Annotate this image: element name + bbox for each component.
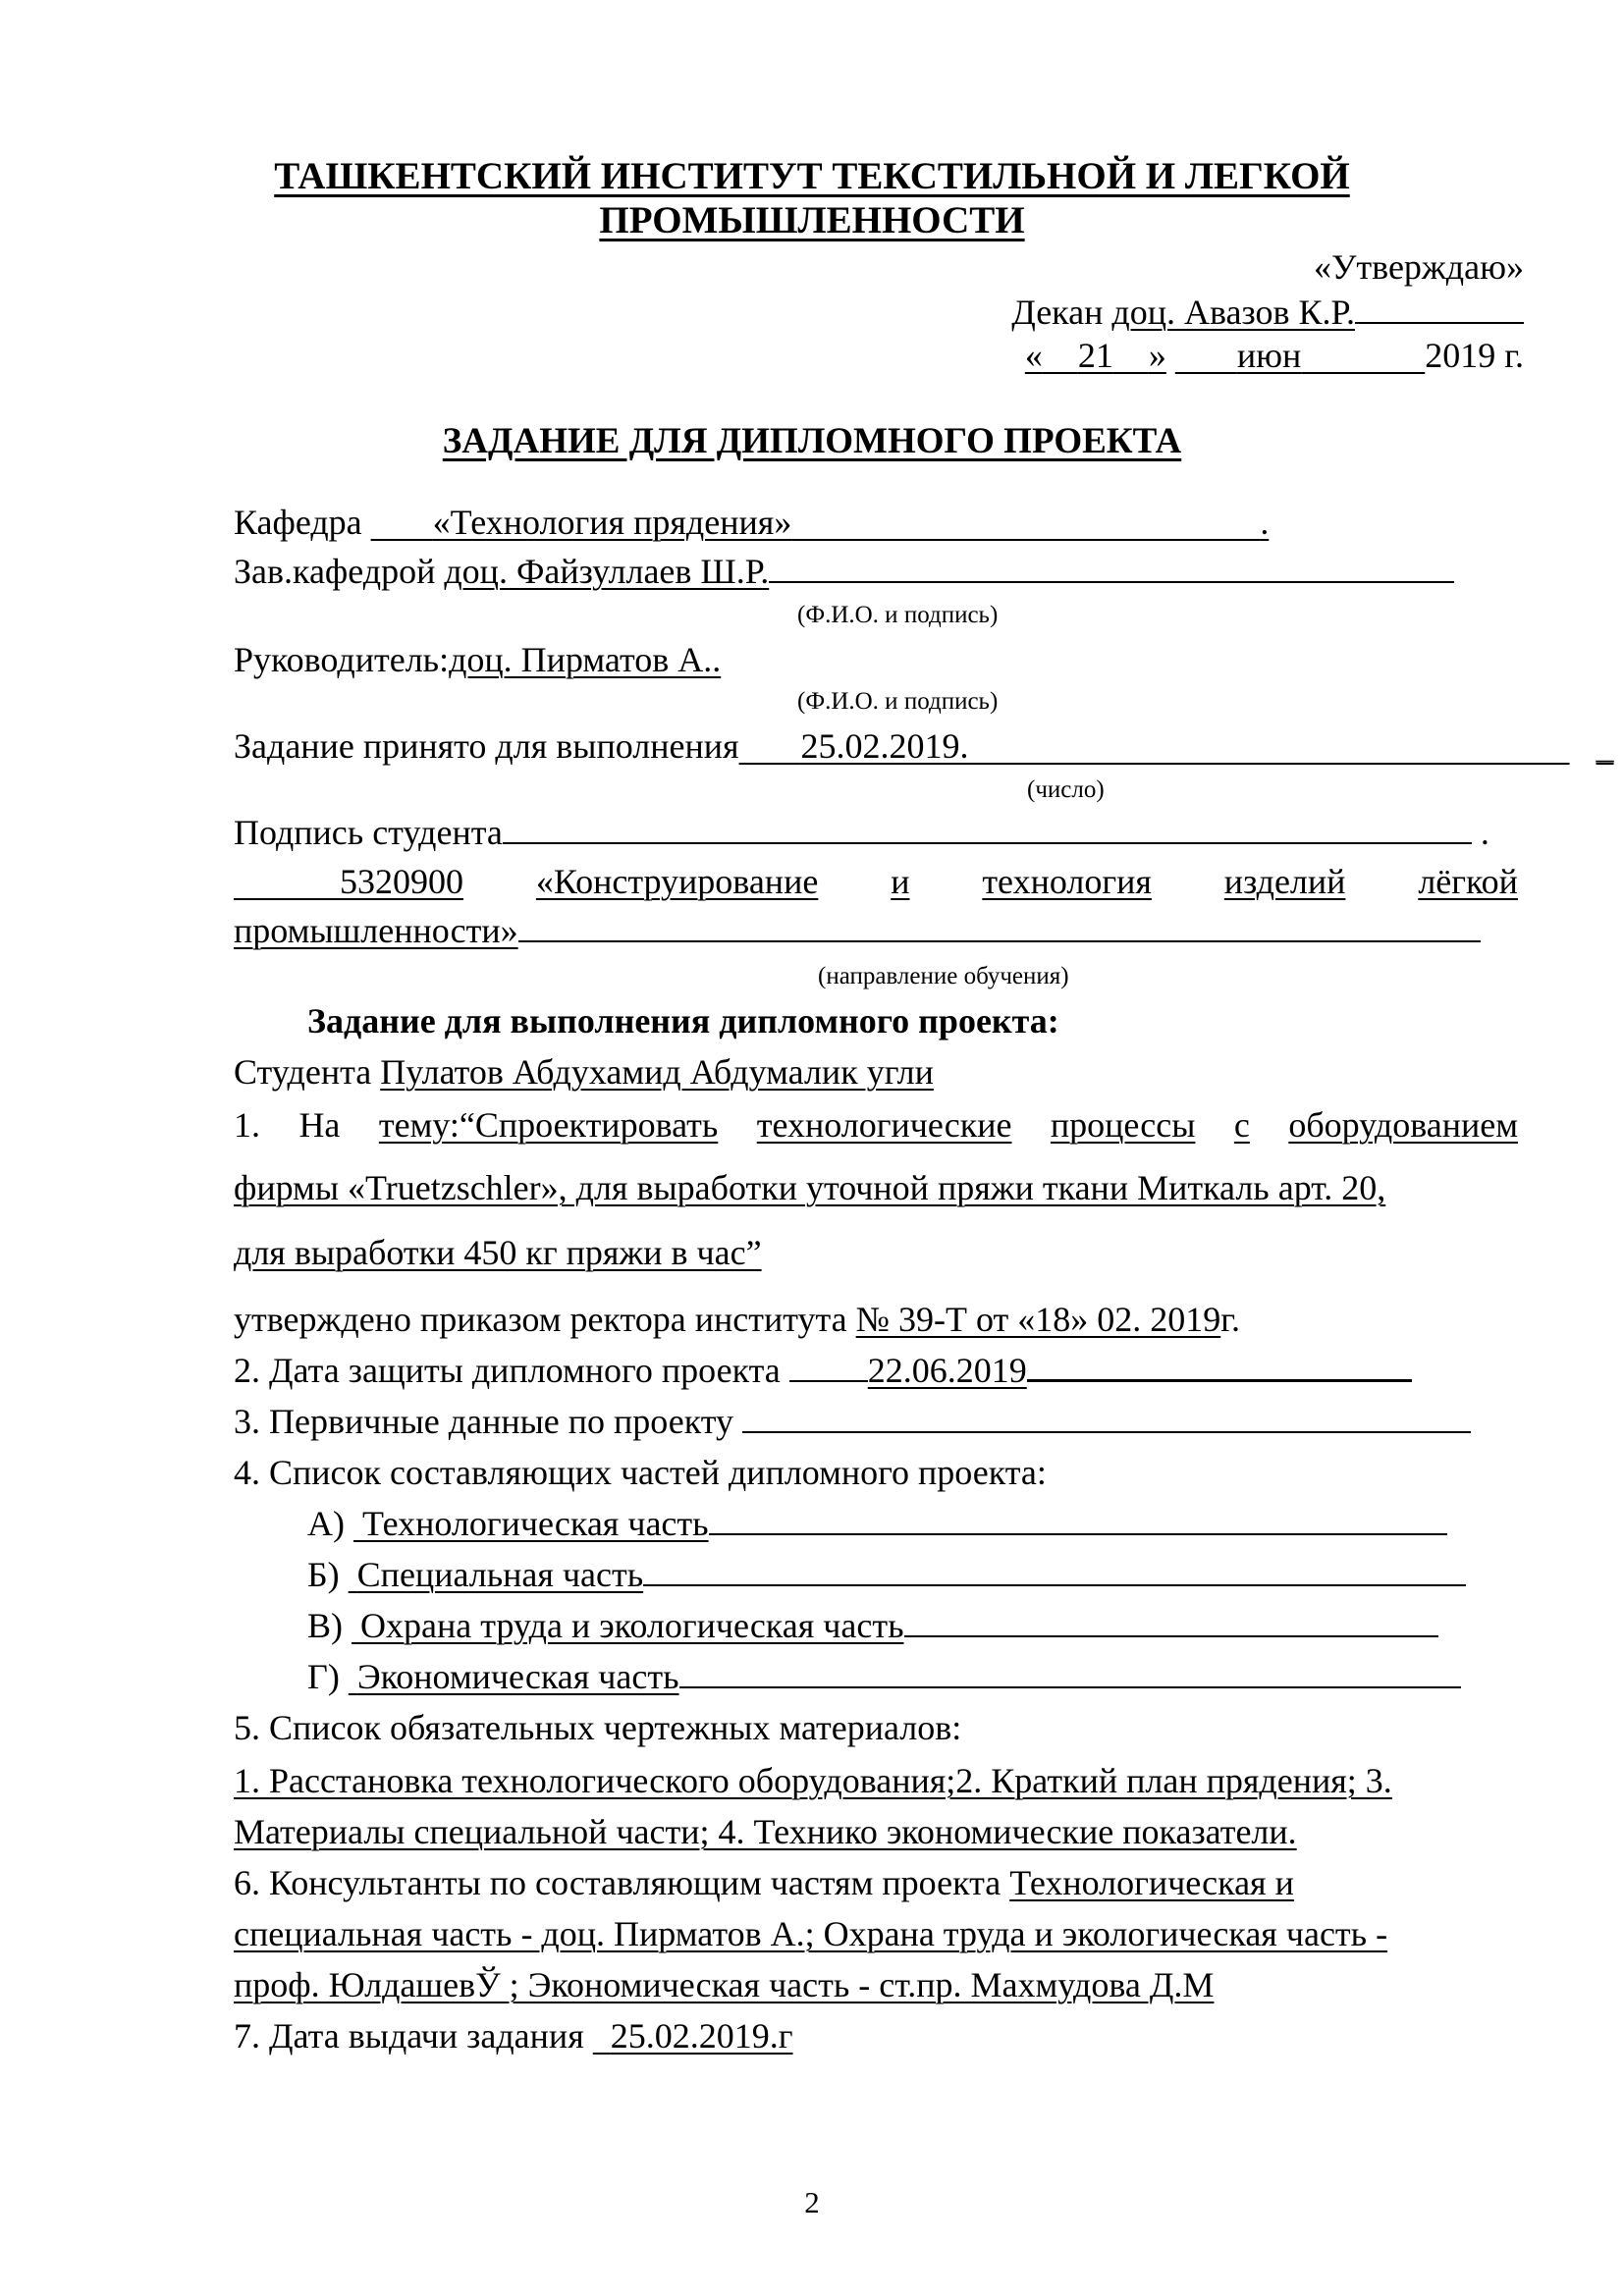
supervisor-label: Руководитель: [234, 640, 450, 679]
caption-direction-text: (направление обучения) [818, 963, 1069, 989]
consultants-line-3 [234, 1963, 1214, 2006]
approval-month-group [1175, 336, 1425, 375]
topic-word-4: технологические [756, 1105, 1012, 1145]
accepted-line [234, 724, 1614, 768]
caption-fio-1-text: (Ф.И.О. и подпись) [797, 602, 999, 628]
parts-text-b-group [349, 1555, 643, 1594]
topic-word-5: процессы [1050, 1105, 1196, 1145]
order-number: № 39-Т от «18» 02. 2019 [855, 1300, 1221, 1339]
defense-date-lead-rule [789, 1351, 868, 1382]
caption-fio-2-text: (Ф.И.О. и подпись) [797, 688, 999, 715]
topic-text-3: для выработки 450 кг пряжи в час” [234, 1233, 762, 1272]
approval-month: июн [1236, 336, 1302, 375]
accepted-end: _ [1596, 726, 1614, 766]
defense-date-trail-rule [1027, 1350, 1412, 1382]
parts-text-a: Технологическая часть [362, 1504, 709, 1543]
institute-title-line1 [0, 155, 1624, 198]
consultants-line-2 [234, 1912, 1387, 1955]
parts-heading: 4. Список составляющих частей дипломного проекта: [234, 1453, 1047, 1492]
supervisor-line [234, 638, 721, 681]
drawings-text-1: 1. Расстановка технологического оборудования;2. Краткий план прядения; 3. [234, 1761, 1392, 1800]
topic-word-3-group [379, 1103, 718, 1147]
page-number-text: 2 [804, 2185, 820, 2219]
student-name: Пулатов Абдухамид Абдумалик угли [380, 1052, 934, 1092]
kafedra-value-group: «Технология прядения» . [432, 503, 1270, 542]
drawings-heading: 5. Список обязательных чертежных материалов: [234, 1708, 962, 1747]
order-text: утверждено приказом ректора института [234, 1300, 856, 1339]
institute-title-line2 [0, 199, 1624, 242]
page-number [0, 2181, 1624, 2224]
direction-word-6: лёгкой [1418, 862, 1518, 901]
caption-number [1027, 775, 1105, 805]
direction-code: 5320900 [340, 862, 463, 901]
approval-year: 2019 г. [1425, 336, 1524, 375]
primary-data-rule [742, 1402, 1471, 1433]
parts-text-c: Охрана труда и экологическая часть [360, 1606, 904, 1645]
topic-text-2: фирмы «Truetzschler», для выработки уточной пряжи ткани Миткаль арт. 20, [234, 1168, 1386, 1207]
parts-text-a-group [353, 1504, 709, 1543]
topic-word-6: с [1233, 1105, 1250, 1145]
student-signature-line: Подпись студента . [234, 813, 1489, 852]
direction-word-3: и [891, 862, 910, 901]
consultants-value-1: Технологическая и [1009, 1863, 1294, 1902]
main-title [0, 420, 1624, 463]
approval-label [1314, 245, 1524, 289]
dean-signature-line [1355, 293, 1524, 324]
student-signature-label: Подпись студента [234, 813, 503, 852]
direction-text-2: промышленности» [234, 911, 518, 950]
parts-rule-a [709, 1504, 1447, 1535]
direction-word-4: технология [982, 862, 1152, 901]
parts-marker-c: В) [307, 1606, 352, 1645]
topic-word-2: На [298, 1105, 341, 1145]
accepted-value-group [739, 726, 1570, 766]
accepted-date: 25.02.2019. [800, 726, 969, 766]
approve-text: «Утверждаю» [1313, 247, 1524, 287]
direction-rule [518, 911, 1481, 942]
parts-text-d: Экономическая часть [356, 1657, 679, 1696]
institute-title-text-1: ТАШКЕНТСКИЙ ИНСТИТУТ ТЕКСТИЛЬНОЙ И ЛЕГКОЙ [274, 155, 1350, 197]
drawings-line-2 [234, 1810, 1297, 1853]
caption-number-text: (число) [1027, 776, 1105, 803]
caption-fio-2 [797, 687, 998, 717]
defense-date-label: 2. Дата защиты дипломного проекта [234, 1351, 789, 1390]
kafedra-label: Кафедра [234, 503, 371, 542]
caption-direction [818, 962, 1069, 991]
order-suffix: г. [1220, 1300, 1240, 1339]
supervisor-name: доц. Пирматов А.. [449, 640, 722, 679]
issue-date-value-group [593, 2016, 793, 2056]
consultants-text-2: специальная часть - доц. Пирматов А.; Охрана труда и экологическая часть - [234, 1914, 1388, 1953]
drawings-text-2: Материалы специальной части; 4. Технико экономические показатели. [234, 1812, 1297, 1851]
topic-line-3 [234, 1231, 762, 1274]
parts-marker-d: Г) [307, 1657, 349, 1696]
kafedra-value: «Технология прядения» [432, 503, 792, 542]
kafedra-line [234, 501, 1269, 544]
student-label: Студента [234, 1052, 381, 1092]
institute-title-text-2: ПРОМЫШЛЕННОСТИ [599, 199, 1025, 241]
issue-date-label: 7. Дата выдачи задания [234, 2016, 593, 2056]
student-signature-rule [503, 813, 1472, 844]
parts-text-b: Специальная часть [356, 1555, 644, 1594]
topic-word-3: тему:“Спроектировать [378, 1105, 719, 1145]
direction-word-2: «Конструирование [535, 862, 819, 901]
parts-rule-c [904, 1606, 1438, 1637]
dean-name: доц. Авазов К.Р. [1111, 293, 1355, 332]
parts-item-c [307, 1604, 1438, 1647]
approval-date-line [1025, 334, 1524, 377]
dean-label: Декан [1011, 293, 1112, 332]
primary-data-label: 3. Первичные данные по проекту [234, 1402, 742, 1441]
direction-line-1 [234, 860, 1518, 903]
consultants-label: 6. Консультанты по составляющим частям проекта [234, 1863, 1010, 1902]
task-heading-text: Задание для выполнения дипломного проекта: [307, 1001, 1059, 1041]
approval-day: 21 [1077, 336, 1113, 375]
main-title-text: ЗАДАНИЕ ДЛЯ ДИПЛОМНОГО ПРОЕКТА [442, 421, 1182, 461]
primary-data-line [234, 1400, 1471, 1443]
order-line [234, 1298, 1240, 1341]
drawings-heading-line [234, 1706, 961, 1749]
head-of-dept-line [234, 550, 1454, 593]
parts-heading-line [234, 1451, 1047, 1494]
parts-item-d [307, 1655, 1461, 1698]
parts-text-d-group [349, 1657, 679, 1696]
parts-rule-d [679, 1657, 1461, 1688]
accepted-label: Задание принято для выполнения [234, 726, 739, 766]
topic-number: 1. [234, 1105, 260, 1145]
defense-date-line [234, 1349, 1412, 1392]
dean-line [1011, 291, 1524, 334]
topic-line-1 [234, 1103, 1518, 1147]
parts-marker-b: Б) [307, 1555, 349, 1594]
consultants-text-3: проф. ЮлдашевЎ ; Экономическая часть - ст.пр. Махмудова Д.М [234, 1965, 1215, 2004]
caption-fio-1 [797, 601, 998, 630]
head-of-dept-signature-line [769, 552, 1454, 583]
topic-word-7: оборудованием [1288, 1105, 1518, 1145]
issue-date-value: 25.02.2019.г [610, 2016, 793, 2056]
direction-word-5: изделий [1223, 862, 1346, 901]
head-of-dept-label: Зав.кафедрой [234, 552, 445, 591]
task-heading [307, 999, 1059, 1042]
parts-marker-a: А) [307, 1504, 353, 1543]
issue-date-line [234, 2014, 793, 2057]
parts-item-b [307, 1553, 1466, 1596]
head-of-dept-name: доц. Файзуллаев Ш.Р. [444, 552, 770, 591]
defense-date-value: 22.06.2019 [867, 1351, 1027, 1390]
consultants-line-1 [234, 1861, 1294, 1904]
student-line [234, 1050, 934, 1094]
direction-line-2 [234, 909, 1481, 952]
parts-item-a [307, 1502, 1447, 1545]
topic-line-2 [234, 1166, 1385, 1209]
approval-date-day-group: « 21 » [1024, 336, 1166, 375]
parts-text-c-group [352, 1606, 904, 1645]
drawings-line-1 [234, 1759, 1392, 1802]
parts-rule-b [643, 1555, 1466, 1586]
